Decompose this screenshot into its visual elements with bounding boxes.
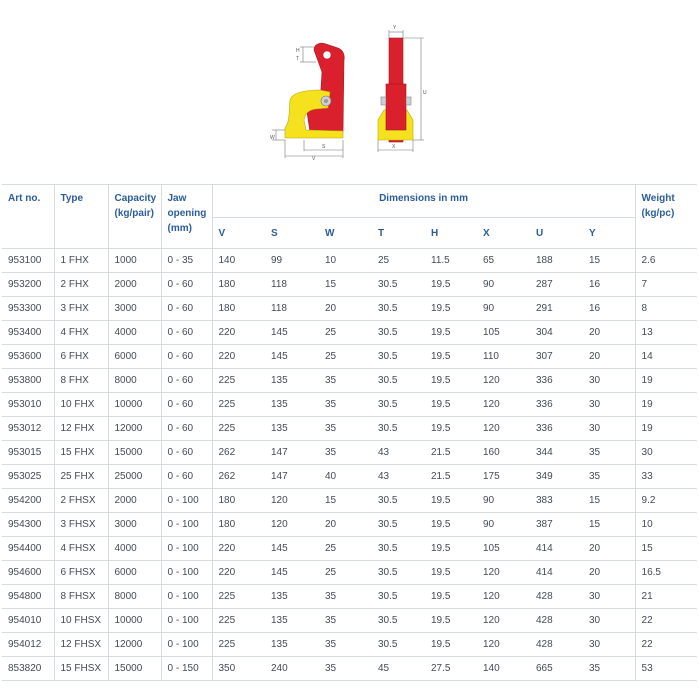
header-dim-s: S (265, 218, 319, 249)
cell-u: 188 (530, 249, 583, 273)
table-row (2, 273, 697, 297)
cell-u: 287 (530, 273, 583, 297)
table-row (2, 609, 697, 633)
cell-y: 35 (583, 657, 635, 681)
product-diagram (0, 0, 700, 178)
header-type: Type (54, 185, 108, 249)
cell-u: 336 (530, 369, 583, 393)
cell-weight: 10 (635, 513, 697, 537)
cell-weight: 33 (635, 465, 697, 489)
label-S: S (322, 144, 326, 150)
cell-jaw-opening: 0 - 60 (161, 345, 212, 369)
cell-t: 30.5 (372, 273, 425, 297)
cell-w: 15 (319, 273, 372, 297)
cell-type: 3 FHX (54, 297, 108, 321)
cell-type: 15 FHSX (54, 657, 108, 681)
header-art-no: Art no. (2, 185, 54, 249)
cell-capacity: 15000 (108, 441, 161, 465)
cell-s: 135 (265, 417, 319, 441)
cell-capacity: 8000 (108, 585, 161, 609)
cell-x: 110 (477, 345, 530, 369)
table-row (2, 465, 697, 489)
cell-v: 220 (212, 321, 265, 345)
clamp-front-view (378, 25, 427, 152)
cell-h: 19.5 (425, 513, 477, 537)
cell-u: 428 (530, 609, 583, 633)
table-row (2, 321, 697, 345)
cell-jaw-opening: 0 - 60 (161, 417, 212, 441)
cell-capacity: 10000 (108, 393, 161, 417)
cell-v: 225 (212, 417, 265, 441)
cell-u: 428 (530, 585, 583, 609)
label-X: X (392, 144, 396, 150)
cell-type: 8 FHX (54, 369, 108, 393)
cell-h: 19.5 (425, 489, 477, 513)
cell-t: 30.5 (372, 513, 425, 537)
cell-jaw-opening: 0 - 100 (161, 633, 212, 657)
cell-h: 19.5 (425, 345, 477, 369)
cell-jaw-opening: 0 - 100 (161, 489, 212, 513)
cell-capacity: 3000 (108, 297, 161, 321)
cell-x: 140 (477, 657, 530, 681)
cell-y: 15 (583, 513, 635, 537)
cell-y: 15 (583, 249, 635, 273)
cell-y: 15 (583, 489, 635, 513)
cell-v: 262 (212, 465, 265, 489)
cell-jaw-opening: 0 - 60 (161, 321, 212, 345)
cell-art-no: 853820 (2, 657, 54, 681)
header-weight: Weight (kg/pc) (635, 185, 697, 249)
cell-s: 135 (265, 633, 319, 657)
cell-u: 307 (530, 345, 583, 369)
clamp-side-view (270, 43, 344, 162)
cell-t: 30.5 (372, 633, 425, 657)
cell-capacity: 3000 (108, 513, 161, 537)
cell-y: 30 (583, 633, 635, 657)
cell-h: 19.5 (425, 369, 477, 393)
cell-v: 180 (212, 513, 265, 537)
cell-weight: 19 (635, 417, 697, 441)
cell-art-no: 953400 (2, 321, 54, 345)
cell-weight: 30 (635, 441, 697, 465)
cell-u: 344 (530, 441, 583, 465)
label-H: H (296, 48, 300, 54)
table-row (2, 489, 697, 513)
cell-u: 291 (530, 297, 583, 321)
cell-y: 30 (583, 393, 635, 417)
cell-w: 35 (319, 633, 372, 657)
cell-type: 8 FHSX (54, 585, 108, 609)
cell-v: 225 (212, 369, 265, 393)
cell-type: 15 FHX (54, 441, 108, 465)
cell-type: 6 FHX (54, 345, 108, 369)
cell-art-no: 954010 (2, 609, 54, 633)
cell-x: 120 (477, 393, 530, 417)
cell-capacity: 2000 (108, 489, 161, 513)
cell-s: 145 (265, 561, 319, 585)
cell-art-no: 954400 (2, 537, 54, 561)
table-row (2, 417, 697, 441)
cell-y: 30 (583, 369, 635, 393)
cell-type: 12 FHSX (54, 633, 108, 657)
cell-capacity: 15000 (108, 657, 161, 681)
header-capacity: Capacity (kg/pair) (108, 185, 161, 249)
cell-type: 1 FHX (54, 249, 108, 273)
cell-x: 65 (477, 249, 530, 273)
cell-x: 105 (477, 537, 530, 561)
cell-u: 665 (530, 657, 583, 681)
cell-v: 180 (212, 273, 265, 297)
cell-h: 19.5 (425, 417, 477, 441)
cell-t: 30.5 (372, 585, 425, 609)
cell-x: 90 (477, 489, 530, 513)
cell-w: 35 (319, 393, 372, 417)
cell-x: 90 (477, 513, 530, 537)
cell-capacity: 12000 (108, 417, 161, 441)
cell-v: 225 (212, 633, 265, 657)
cell-capacity: 8000 (108, 369, 161, 393)
cell-h: 19.5 (425, 609, 477, 633)
cell-jaw-opening: 0 - 60 (161, 369, 212, 393)
cell-capacity: 6000 (108, 345, 161, 369)
label-T: T (296, 56, 300, 62)
cell-v: 220 (212, 345, 265, 369)
cell-h: 19.5 (425, 321, 477, 345)
table-row (2, 537, 697, 561)
front-plate (386, 84, 406, 130)
cell-h: 11.5 (425, 249, 477, 273)
cell-x: 120 (477, 369, 530, 393)
cell-w: 25 (319, 561, 372, 585)
cell-t: 30.5 (372, 297, 425, 321)
cell-w: 20 (319, 513, 372, 537)
cell-x: 160 (477, 441, 530, 465)
table-row (2, 345, 697, 369)
cell-type: 25 FHX (54, 465, 108, 489)
cell-jaw-opening: 0 - 100 (161, 585, 212, 609)
cell-jaw-opening: 0 - 60 (161, 297, 212, 321)
cell-s: 135 (265, 393, 319, 417)
cell-art-no: 954300 (2, 513, 54, 537)
cell-art-no: 953012 (2, 417, 54, 441)
cell-y: 20 (583, 321, 635, 345)
cell-type: 4 FHX (54, 321, 108, 345)
cell-v: 140 (212, 249, 265, 273)
cell-weight: 21 (635, 585, 697, 609)
cell-x: 120 (477, 561, 530, 585)
cell-y: 16 (583, 273, 635, 297)
cell-s: 135 (265, 369, 319, 393)
header-dim-u: U (530, 218, 583, 249)
cell-type: 4 FHSX (54, 537, 108, 561)
cell-weight: 15 (635, 537, 697, 561)
cell-art-no: 954012 (2, 633, 54, 657)
cell-v: 220 (212, 537, 265, 561)
cell-x: 90 (477, 273, 530, 297)
cell-w: 25 (319, 345, 372, 369)
cell-art-no: 953200 (2, 273, 54, 297)
cell-s: 147 (265, 441, 319, 465)
cell-t: 30.5 (372, 489, 425, 513)
cell-t: 25 (372, 249, 425, 273)
cell-art-no: 953100 (2, 249, 54, 273)
cell-w: 20 (319, 297, 372, 321)
cell-s: 135 (265, 609, 319, 633)
table-row (2, 585, 697, 609)
specifications-table (2, 184, 697, 681)
cell-type: 2 FHSX (54, 489, 108, 513)
cell-s: 99 (265, 249, 319, 273)
cell-t: 30.5 (372, 321, 425, 345)
cell-v: 350 (212, 657, 265, 681)
cell-capacity: 12000 (108, 633, 161, 657)
cell-h: 19.5 (425, 633, 477, 657)
cell-capacity: 4000 (108, 537, 161, 561)
cell-weight: 16.5 (635, 561, 697, 585)
header-dim-v: V (212, 218, 265, 249)
cell-h: 19.5 (425, 273, 477, 297)
cell-art-no: 953015 (2, 441, 54, 465)
cell-x: 120 (477, 609, 530, 633)
cell-u: 387 (530, 513, 583, 537)
cell-h: 19.5 (425, 297, 477, 321)
table-row (2, 249, 697, 273)
cell-h: 21.5 (425, 465, 477, 489)
table-row (2, 441, 697, 465)
cell-capacity: 6000 (108, 561, 161, 585)
cell-s: 145 (265, 321, 319, 345)
cell-type: 10 FHSX (54, 609, 108, 633)
table-row (2, 369, 697, 393)
cell-weight: 53 (635, 657, 697, 681)
cell-w: 35 (319, 657, 372, 681)
cell-type: 2 FHX (54, 273, 108, 297)
cell-v: 180 (212, 489, 265, 513)
table-row (2, 561, 697, 585)
cell-w: 35 (319, 585, 372, 609)
cell-u: 428 (530, 633, 583, 657)
cell-jaw-opening: 0 - 100 (161, 561, 212, 585)
cell-capacity: 1000 (108, 249, 161, 273)
cell-weight: 13 (635, 321, 697, 345)
cell-weight: 22 (635, 609, 697, 633)
table-row (2, 633, 697, 657)
cell-jaw-opening: 0 - 60 (161, 393, 212, 417)
cell-art-no: 954200 (2, 489, 54, 513)
cell-s: 145 (265, 537, 319, 561)
cell-capacity: 4000 (108, 321, 161, 345)
cell-capacity: 25000 (108, 465, 161, 489)
cell-y: 30 (583, 609, 635, 633)
cell-v: 225 (212, 609, 265, 633)
cell-y: 35 (583, 465, 635, 489)
header-dim-y: Y (583, 218, 635, 249)
cell-jaw-opening: 0 - 100 (161, 537, 212, 561)
cell-jaw-opening: 0 - 100 (161, 609, 212, 633)
cell-t: 30.5 (372, 393, 425, 417)
cell-capacity: 10000 (108, 609, 161, 633)
cell-t: 30.5 (372, 561, 425, 585)
cell-jaw-opening: 0 - 100 (161, 513, 212, 537)
table-row (2, 297, 697, 321)
cell-w: 40 (319, 465, 372, 489)
table-row (2, 393, 697, 417)
cell-u: 349 (530, 465, 583, 489)
cell-weight: 8 (635, 297, 697, 321)
cell-jaw-opening: 0 - 60 (161, 441, 212, 465)
cell-u: 383 (530, 489, 583, 513)
cell-x: 120 (477, 417, 530, 441)
cell-w: 10 (319, 249, 372, 273)
cell-weight: 19 (635, 369, 697, 393)
cell-art-no: 954800 (2, 585, 54, 609)
cell-jaw-opening: 0 - 60 (161, 465, 212, 489)
cell-s: 240 (265, 657, 319, 681)
header-dim-w: W (319, 218, 372, 249)
cell-w: 25 (319, 537, 372, 561)
label-U: U (423, 90, 427, 96)
cell-art-no: 953300 (2, 297, 54, 321)
cell-type: 6 FHSX (54, 561, 108, 585)
table-row (2, 657, 697, 681)
cell-v: 180 (212, 297, 265, 321)
cell-s: 120 (265, 513, 319, 537)
cell-u: 304 (530, 321, 583, 345)
cell-h: 27.5 (425, 657, 477, 681)
cell-weight: 7 (635, 273, 697, 297)
label-V: V (312, 156, 316, 162)
cell-jaw-opening: 0 - 35 (161, 249, 212, 273)
cell-v: 220 (212, 561, 265, 585)
cell-t: 43 (372, 465, 425, 489)
cell-y: 35 (583, 441, 635, 465)
table-row (2, 513, 697, 537)
cell-weight: 14 (635, 345, 697, 369)
cell-s: 118 (265, 273, 319, 297)
cell-art-no: 953010 (2, 393, 54, 417)
cell-w: 35 (319, 441, 372, 465)
cell-art-no: 953600 (2, 345, 54, 369)
table-body (2, 249, 697, 681)
cell-t: 43 (372, 441, 425, 465)
cell-y: 20 (583, 561, 635, 585)
cell-t: 30.5 (372, 345, 425, 369)
header-dim-t: T (372, 218, 425, 249)
cell-capacity: 2000 (108, 273, 161, 297)
cell-u: 336 (530, 417, 583, 441)
header-jaw-opening: Jaw opening (mm) (161, 185, 212, 249)
cell-s: 118 (265, 297, 319, 321)
cell-t: 30.5 (372, 417, 425, 441)
cell-x: 175 (477, 465, 530, 489)
cell-weight: 2.6 (635, 249, 697, 273)
cell-t: 30.5 (372, 369, 425, 393)
cell-y: 16 (583, 297, 635, 321)
cell-jaw-opening: 0 - 150 (161, 657, 212, 681)
cell-type: 3 FHSX (54, 513, 108, 537)
cell-type: 12 FHX (54, 417, 108, 441)
cell-s: 145 (265, 345, 319, 369)
cell-weight: 19 (635, 393, 697, 417)
cell-weight: 9.2 (635, 489, 697, 513)
cell-t: 30.5 (372, 609, 425, 633)
header-dim-h: H (425, 218, 477, 249)
cell-art-no: 953025 (2, 465, 54, 489)
cell-w: 35 (319, 609, 372, 633)
cell-h: 19.5 (425, 585, 477, 609)
cell-y: 20 (583, 345, 635, 369)
header-dim-x: X (477, 218, 530, 249)
cell-v: 225 (212, 393, 265, 417)
cell-h: 19.5 (425, 393, 477, 417)
cell-u: 414 (530, 537, 583, 561)
cell-s: 135 (265, 585, 319, 609)
lifting-eye (323, 51, 331, 59)
cell-w: 15 (319, 489, 372, 513)
cell-h: 19.5 (425, 561, 477, 585)
cell-x: 105 (477, 321, 530, 345)
cell-weight: 22 (635, 633, 697, 657)
cell-h: 19.5 (425, 537, 477, 561)
cell-y: 20 (583, 537, 635, 561)
cell-s: 147 (265, 465, 319, 489)
cell-x: 120 (477, 585, 530, 609)
cell-h: 21.5 (425, 441, 477, 465)
cell-w: 25 (319, 321, 372, 345)
cell-v: 225 (212, 585, 265, 609)
cell-x: 90 (477, 297, 530, 321)
cell-u: 336 (530, 393, 583, 417)
cell-w: 35 (319, 417, 372, 441)
cell-w: 35 (319, 369, 372, 393)
cell-t: 45 (372, 657, 425, 681)
cell-t: 30.5 (372, 537, 425, 561)
cell-y: 30 (583, 417, 635, 441)
cell-v: 262 (212, 441, 265, 465)
cell-type: 10 FHX (54, 393, 108, 417)
label-W: W (270, 135, 275, 141)
label-Y: Y (393, 25, 397, 31)
header-dimensions: Dimensions in mm (212, 185, 635, 218)
cell-art-no: 953800 (2, 369, 54, 393)
cell-s: 120 (265, 489, 319, 513)
cell-x: 120 (477, 633, 530, 657)
cell-y: 30 (583, 585, 635, 609)
cell-jaw-opening: 0 - 60 (161, 273, 212, 297)
cell-u: 414 (530, 561, 583, 585)
cell-art-no: 954600 (2, 561, 54, 585)
